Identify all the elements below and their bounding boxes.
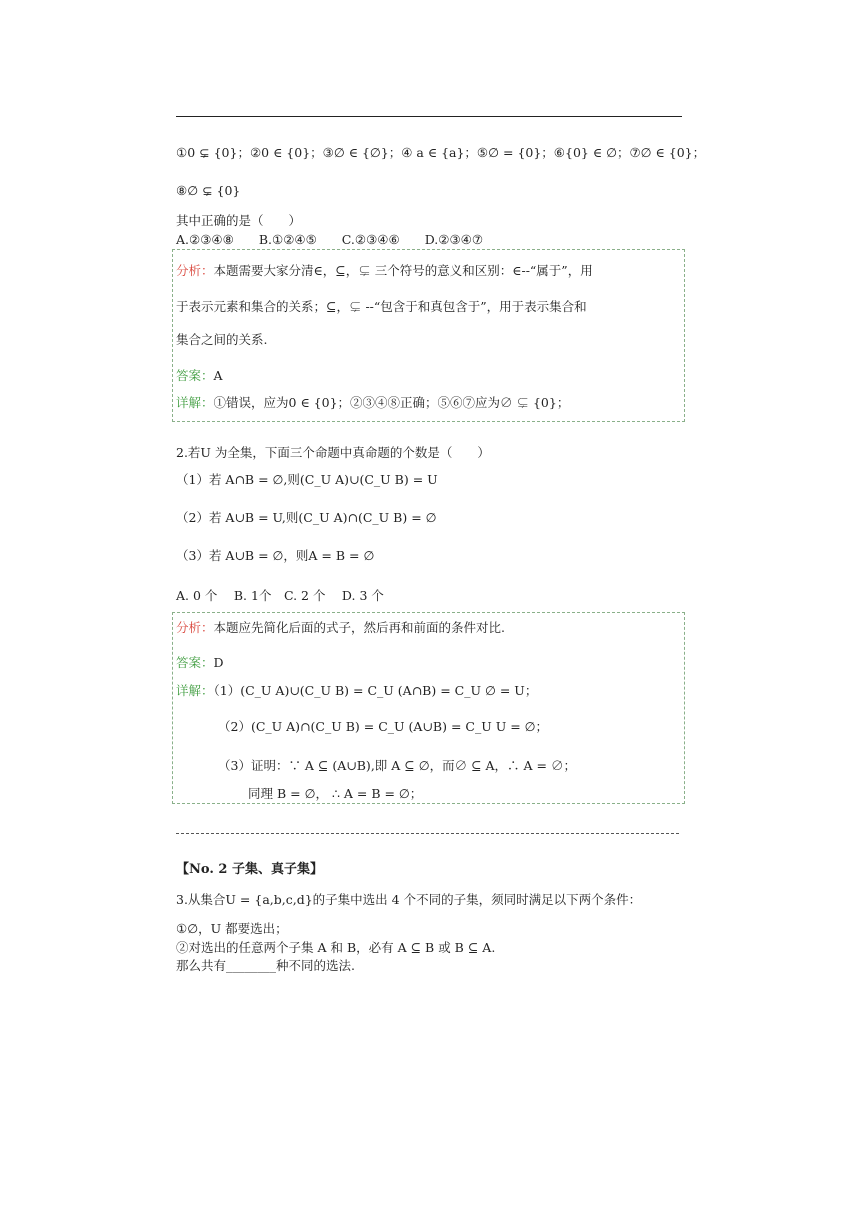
q1-analysis-line3: 集合之间的关系.: [176, 332, 268, 347]
q1-analysis-line2: 于表示元素和集合的关系；⊆，⊊ --“包含于和真包含于”，用于表示集合和: [176, 299, 587, 314]
q1-answer: [176, 367, 223, 385]
q1-options: A.②③④⑧ B.①②④⑤ C.②③④⑥ D.②③④⑦: [176, 232, 484, 247]
q2-stem: 2.若U 为全集，下面三个命题中真命题的个数是（ ）: [176, 445, 490, 460]
q2-analysis-box: [172, 612, 685, 804]
answer-label: 答案：: [176, 368, 214, 383]
top-rule: [176, 116, 682, 117]
section-title: 【No. 2 子集、真子集】: [176, 862, 323, 877]
answer-value: D: [213, 655, 224, 670]
detail-label: 详解：: [176, 683, 214, 698]
q2-detail-3: （3）证明：∵ A ⊆ (A∪B),即 A ⊆ ∅，而∅ ⊆ A，∴ A = ∅；: [218, 758, 576, 773]
q2-detail-1: [176, 682, 537, 700]
q2-detail-4: 同理 B = ∅， ∴ A = B = ∅；: [248, 786, 423, 801]
q2-detail-2: （2）(C_U A)∩(C_U B) = C_U (A∪B) = C_U U = ∅；: [218, 719, 549, 734]
q2-proposition-1: （1）若 A∩B = ∅,则(C_U A)∪(C_U B) = U: [176, 472, 438, 487]
q2-proposition-3: （3）若 A∪B = ∅，则A = B = ∅: [176, 548, 375, 563]
answer-label: 答案：: [176, 655, 214, 670]
answer-value: A: [213, 368, 223, 383]
q3-fill-blank: 那么共有________种不同的选法.: [176, 958, 355, 973]
q2-analysis: [176, 619, 505, 637]
section-divider: [176, 833, 679, 834]
detail-text: ①错误，应为0 ∈ {0}；②③④⑧正确；⑤⑥⑦应为∅ ⊊ {0}；: [213, 395, 570, 410]
analysis-text: 本题应先简化后面的式子，然后再和前面的条件对比.: [213, 620, 505, 635]
q3-stem: 3.从集合U = {a,b,c,d}的子集中选出 4 个不同的子集，须同时满足以下两个条件：: [176, 892, 642, 907]
q3-condition-2: ②对选出的任意两个子集 A 和 B，必有 A ⊆ B 或 B ⊆ A.: [176, 940, 496, 955]
q1-items-line1: ①0 ⊊ {0}；②0 ∈ {0}；③∅ ∈ {∅}；④ a ∈ {a}；⑤∅ = {0}；⑥{0} ∈ ∅；⑦∅ ∈ {0}；: [176, 145, 706, 160]
analysis-label: 分析：: [176, 620, 214, 635]
q1-analysis-line1: [176, 262, 593, 280]
q2-proposition-2: （2）若 A∪B = U,则(C_U A)∩(C_U B) = ∅: [176, 510, 437, 525]
analysis-text: 本题需要大家分清∈，⊆，⊊ 三个符号的意义和区别：∈--“属于”，用: [213, 263, 593, 278]
q3-condition-1: ①∅，U 都要选出；: [176, 921, 288, 936]
detail-label: 详解：: [176, 395, 214, 410]
analysis-label: 分析：: [176, 263, 214, 278]
q1-prompt: 其中正确的是（ ）: [176, 213, 302, 228]
q2-options: A. 0 个 B. 1个 C. 2 个 D. 3 个: [176, 588, 384, 603]
q2-answer: [176, 654, 224, 672]
q1-items-line2: ⑧∅ ⊊ {0}: [176, 183, 241, 198]
q1-detail: [176, 394, 569, 412]
detail-text: （1）(C_U A)∪(C_U B) = C_U (A∩B) = C_U ∅ = U；: [213, 683, 538, 698]
